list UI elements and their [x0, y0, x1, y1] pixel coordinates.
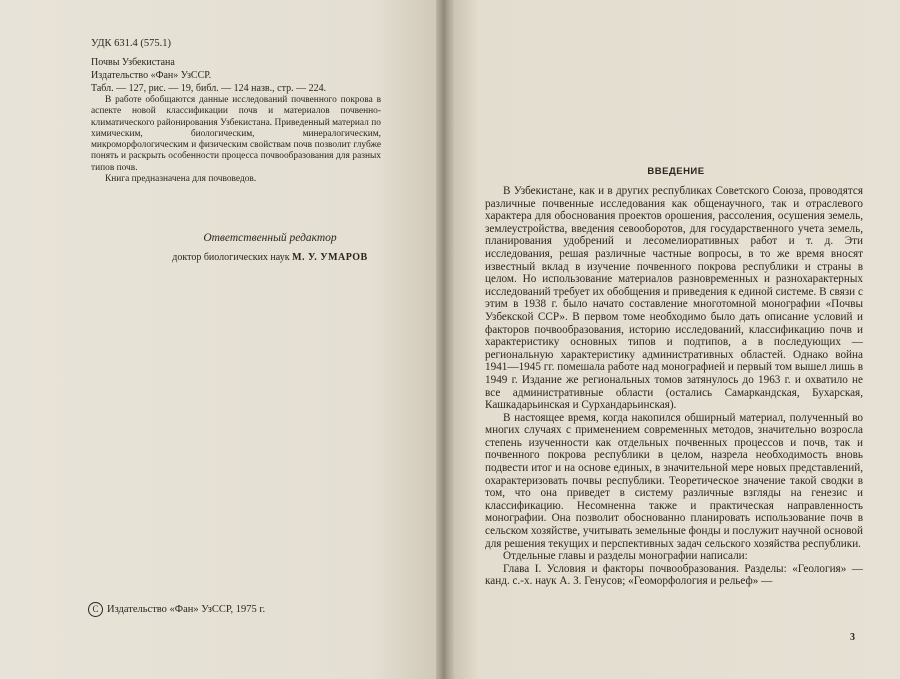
editor-name: М. У. УМАРОВ [292, 252, 368, 263]
body-paragraph: В Узбекистане, как и в других республиках Советского Союза, проводятся различные почвенные исследования как общенаучного, так и отраслевого характера для обоснования проектов орошения, рассоления, осушения земель, землеустройства, введения севооборотов, для государственного учета земель, планирования удобрений и лесомелиоративных работ и т. д. Эти исследования, решая различные частные вопросы, в то же время вносят известный вклад в изучение почвенного покрова республики и страны в целом. Но использование материалов разновременных и разнохарактерных исследований требует их обобщения и приведения к единой системе. В связи с этим в 1938 г. было начато составление многотомной монографии «Почвы Узбекской ССР». В первом томе необходимо было дать описание условий и факторов почвообразования, историю исследований, классификацию почв и характеристику основных типов и подтипов, а в последующих — региональную характеристику административных областей. Однако война 1941—1945 гг. помешала работе над монографией и первый том вышел лишь в 1949 г. Издание же региональных томов затянулось до 1963 г. и охватило не все административные области (остались Самаркандская, Бухарская, Кашкадарьинская и Сурхандарьинская). [485, 185, 863, 412]
abstract [91, 95, 381, 185]
editor-credit [100, 252, 440, 263]
copyright-text: Издательство «Фан» УзССР, 1975 г. [107, 604, 266, 615]
abstract-paragraph: В работе обобщаются данные исследований почвенного покрова в аспекте новой классификации почв и материалов почвенно-климатического районирования Узбекистана. Приведенный материал по химическим, биологическим, минералогическим, микроморфологическим и физическим свойствам почв позволит глубже понять и раскрыть особенности процесса почвообразования для разных типов почв. [91, 95, 381, 173]
abstract-paragraph: Книга предназначена для почвоведов. [105, 174, 257, 185]
body-paragraph: В настоящее время, когда накопился обширный материал, полученный во многих случаях с применением современных методов, значительно возросла степень изученности как отдельных почвенных процессов и почв, так и почвенного покрова республики в целом, назрела необходимость вновь подвести итог и на основе единых, в значительной мере новых представлений, охарактеризовать почвы республики. Теоретическое значение такой сводки в том, что она приведет в систему различные взгляды на генезис и классификацию. Несомненна также и практическая направленность монографии. Она позволит обоснованно планировать использование почв в сельском хозяйстве, учитывать земельные фонды и послужит научной основой для решения текущих и перспективных задач сельского хозяйства республики. [485, 411, 863, 550]
editor-role: Ответственный редактор [203, 232, 337, 244]
responsible-editor [100, 232, 440, 263]
copyright-icon: C [88, 602, 103, 617]
chapter-heading: ВВЕДЕНИЕ [647, 166, 705, 177]
body-paragraph: Отдельные главы и разделы монографии написали: [503, 550, 748, 563]
publisher: Издательство «Фан» УзССР. [91, 70, 212, 81]
bibliographic-block [91, 56, 391, 95]
copyright-line [88, 602, 265, 617]
editor-title: доктор биологических наук [172, 252, 290, 263]
udk-code: УДК 631.4 (575.1) [91, 38, 172, 49]
body-paragraph: Глава I. Условия и факторы почвообразования. Разделы: «Геология» — канд. с.-х. наук А. З. Генусов; «Геоморфология и рельеф» — [485, 562, 863, 588]
page-number: 3 [850, 632, 855, 643]
book-gutter [436, 0, 454, 679]
introduction-text [485, 185, 863, 588]
book-title: Почвы Узбекистана [91, 57, 175, 68]
book-stats: Табл. — 127, рис. — 19, библ. — 124 назв., стр. — 224. [91, 83, 327, 94]
